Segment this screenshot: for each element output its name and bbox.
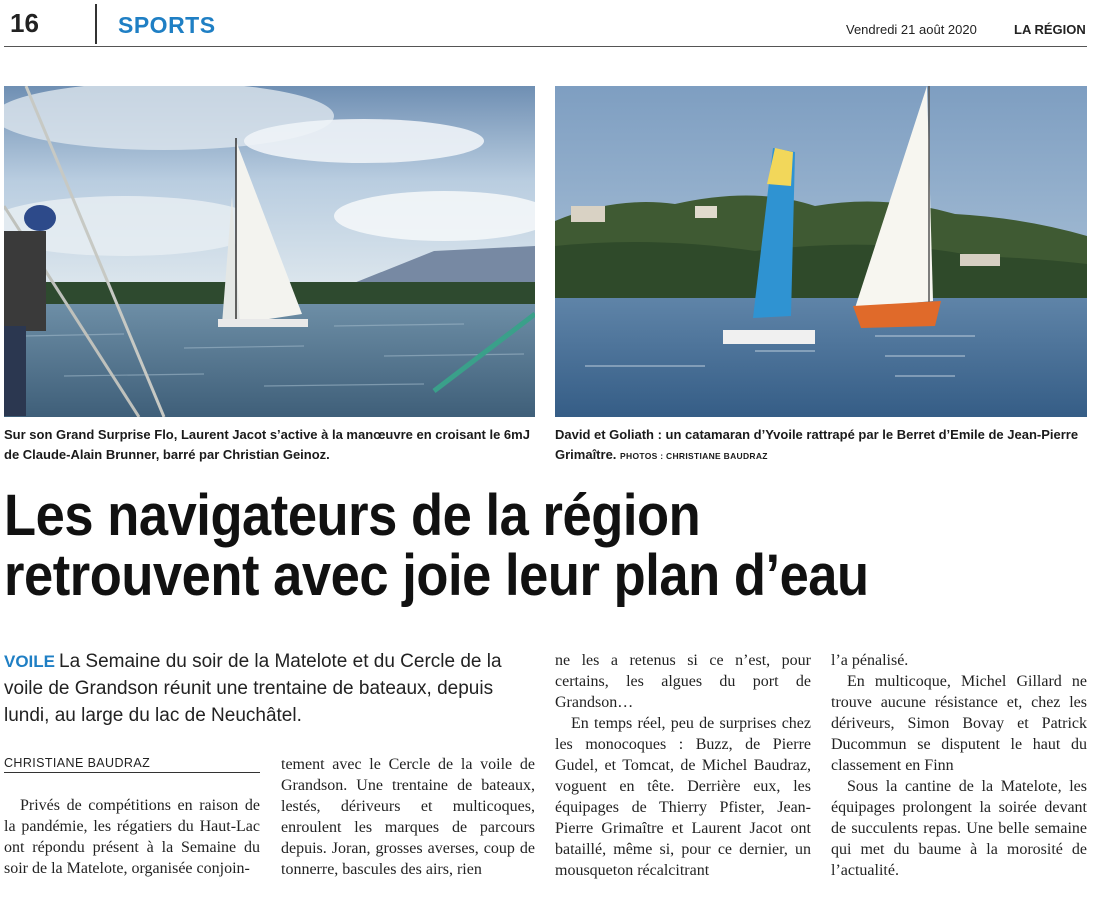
page-header	[4, 0, 1087, 47]
page-number: 16	[10, 8, 39, 38]
lead-text: La Semaine du soir de la Matelote et du Cercle de la voile de Grandson réunit une trentaine de bateaux, depuis lundi, au large du lac de Neuchâtel.	[4, 651, 502, 726]
paragraph: ne les a retenus si ce n’est, pour certains, les algues du port de Grandson…	[555, 652, 811, 711]
article-column-1	[4, 795, 260, 879]
section-name: SPORTS	[118, 12, 216, 38]
headline-line-2: retrouvent avec joie leur plan d’eau	[4, 543, 869, 608]
article-column-3	[555, 650, 811, 881]
paragraph: l’a pénalisé.	[831, 652, 909, 669]
article-headline	[4, 483, 990, 608]
article-column-4	[831, 650, 1087, 881]
article-lead	[4, 648, 524, 729]
issue-date: Vendredi 21 août 2020	[846, 22, 977, 37]
photo-caption-left: Sur son Grand Surprise Flo, Laurent Jacot s’active à la manœuvre en croisant le 6mJ de Claude-Alain Brunner, barré par Christian Geinoz.	[4, 427, 530, 462]
lead-kicker: VOILE	[4, 652, 56, 671]
header-divider	[95, 4, 97, 44]
photo-sailboat-left	[4, 86, 535, 417]
paragraph: En temps réel, peu de surprises chez les monocoques : Buzz, de Pierre Gudel, et Tomcat, de Michel Baudraz, voguent en tête. Derrière eux, les équipages de Thierry Pfister, Jean-Pierre Grimaître et Laurent Jacot ont bataillé, même si, pour ce dernier, un mousqueton récalcitrant	[555, 715, 811, 879]
photo-sailboats-right	[555, 86, 1087, 417]
article-column-2	[281, 754, 535, 880]
paragraph: tement avec le Cercle de la voile de Grandson. Une trentaine de bateaux, lestés, dériveurs et multicoques, enroulent les marques de parcours depuis. Joran, grosses averses, coup de tonnerre, bascules des airs, rien	[281, 756, 535, 878]
photo-caption-right-text: David et Goliath : un catamaran d’Yvoile rattrapé par le Berret d’Emile de Jean-Pierre Grimaître.	[555, 427, 1079, 462]
author-byline: CHRISTIANE BAUDRAZ	[4, 756, 260, 773]
paragraph: En multicoque, Michel Gillard ne trouve aucune résistance et, chez les dériveurs, Simon Bovay et Patrick Ducommun se disputent le haut du classement en Finn	[831, 673, 1087, 774]
photo-caption-right	[555, 425, 1087, 466]
paragraph: Privés de compétitions en raison de la pandémie, les régatiers du Haut-Lac ont répondu présent à la Semaine du soir de la Matelote, organisée conjoin-	[4, 797, 260, 877]
photo-credit: PHOTOS : CHRISTIANE BAUDRAZ	[620, 451, 768, 461]
paragraph: Sous la cantine de la Matelote, les équipages prolongent la soirée devant de succulents repas. Une belle semaine qui met du baume à la morosité de l’actualité.	[831, 778, 1087, 879]
newspaper-name: LA RÉGION	[1014, 22, 1086, 37]
headline-line-1: Les navigateurs de la région	[4, 483, 701, 548]
